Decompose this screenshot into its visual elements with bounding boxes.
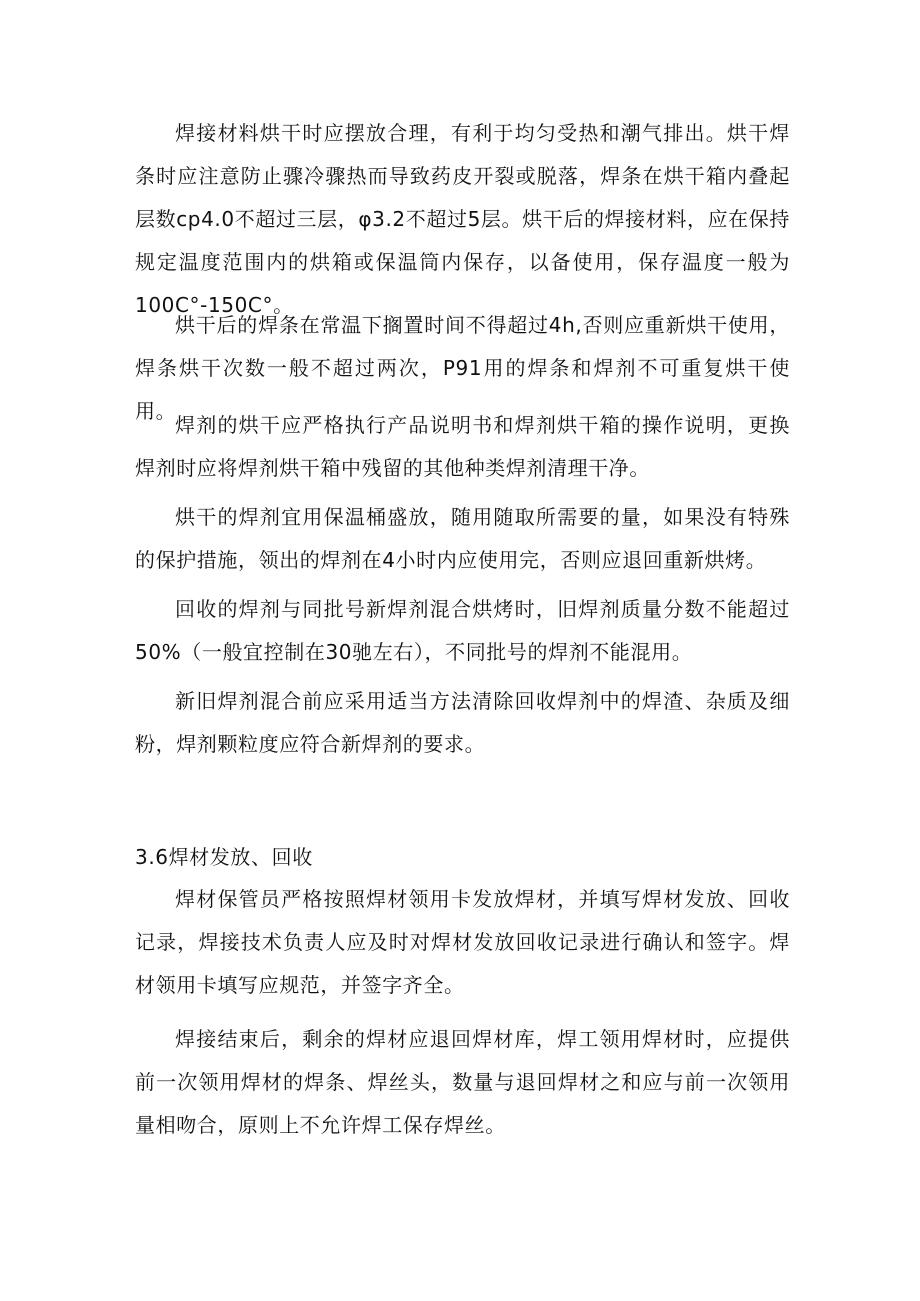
section-heading: 3.6焊材发放、回收 [135,845,313,869]
paragraph-material-issue: 焊材保管员严格按照焊材领用卡发放焊材，并填写焊材发放、回收记录，焊接技术负责人应及时对焊材发放回收记录进行确认和签字。焊材领用卡填写应规范，并签字齐全。 [135,887,790,997]
paragraph-material-return: 焊接结束后，剩余的焊材应退回焊材库，焊工领用焊材时，应提供前一次领用焊材的焊条、焊丝头，数量与退回焊材之和应与前一次领用量相吻合，原则上不允许焊工保存焊丝。 [135,1027,790,1137]
paragraph-flux-mixing: 新旧焊剂混合前应采用适当方法清除回收焊剂中的焊渣、杂质及细粉，焊剂颗粒度应符合新焊剂的要求。 [135,689,790,756]
paragraph-flux-container: 烘干的焊剂宜用保温桶盛放，随用随取所需要的量，如果没有特殊的保护措施，领出的焊剂在4小时内应使用完，否则应退回重新烘烤。 [135,505,790,572]
paragraph-recycled-flux: 回收的焊剂与同批号新焊剂混合烘烤时，旧焊剂质量分数不能超过50%（一般宜控制在30驰左右），不同批号的焊剂不能混用。 [135,597,790,664]
paragraph-welding-material-drying: 焊接材料烘干时应摆放合理，有利于均匀受热和潮气排出。烘干焊条时应注意防止骤冷骤热而导致药皮开裂或脱落，焊条在烘干箱内叠起层数cp4.0不超过三层，φ3.2不超过5层。烘干后的焊接材料，应在保持规定温度范围内的烘箱或保温筒内保存，以备使用，保存温度一般为100C°-150C°。 [135,121,790,317]
paragraph-flux-drying: 焊剂的烘干应严格执行产品说明书和焊剂烘干箱的操作说明，更换焊剂时应将焊剂烘干箱中残留的其他种类焊剂清理干净。 [135,413,790,480]
paragraph-electrode-storage-time: 烘干后的焊条在常温下搁置时间不得超过4h,否则应重新烘干使用，焊条烘干次数一般不超过两次，P91用的焊条和焊剂不可重复烘干使用。 [135,313,790,423]
